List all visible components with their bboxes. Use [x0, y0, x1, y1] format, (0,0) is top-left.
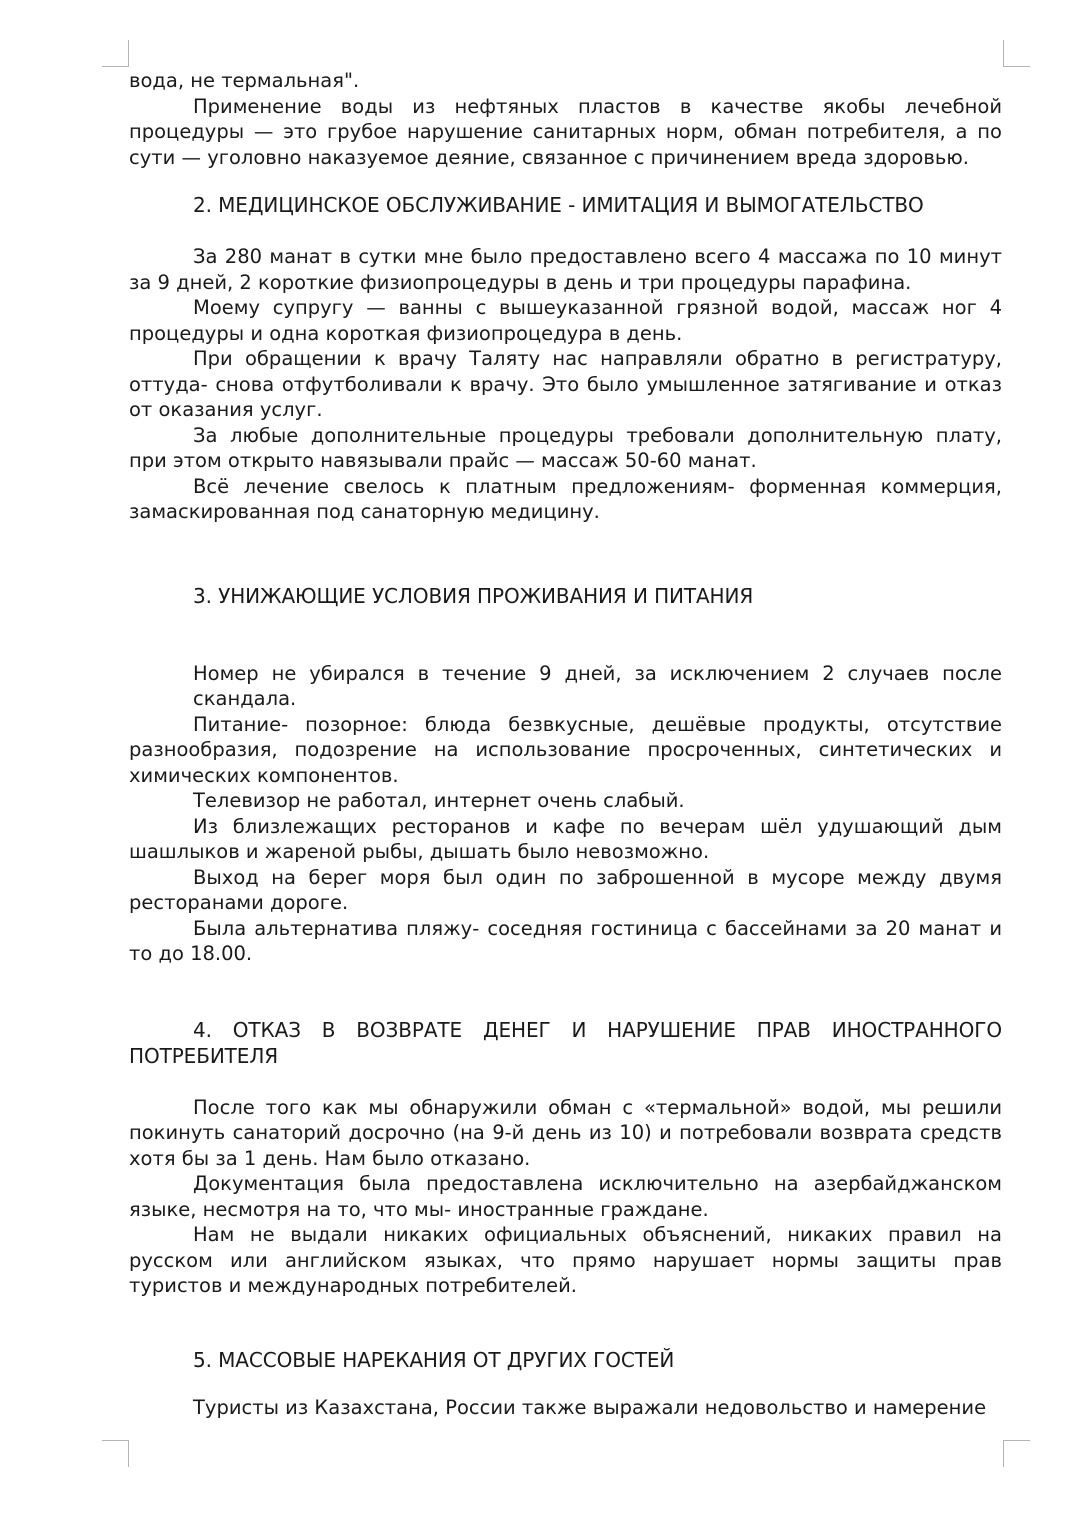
intro-paragraph-2: Применение воды из нефтяных пластов в качестве якобы лечебной процедуры — это грубое нарушение санитарных норм, обман потребителя, а по сути — уголовно наказуемое деяние, связанное с причинением вреда здоровью.: [129, 94, 1002, 169]
section-3-paragraph-3: Телевизор не работал, интернет очень слабый.: [193, 789, 685, 812]
section-2-paragraph-3: При обращении к врачу Таляту нас направляли обратно в регистратуру, оттуда- снова отфутболивали к врачу. Это было умышленное затягивание и отказ от оказания услуг.: [129, 347, 1002, 421]
section-3-heading: 3. УНИЖАЮЩИЕ УСЛОВИЯ ПРОЖИВАНИЯ И ПИТАНИЯ: [193, 583, 754, 608]
intro-paragraph-1: вода, не термальная".: [129, 69, 360, 92]
section-4-paragraph-1: После того как мы обнаружили обман с «термальной» водой, мы решили покинуть санаторий досрочно (на 9-й день из 10) и потребовали возврата средств хотя бы за 1 день. Нам было отказано.: [129, 1095, 1002, 1170]
document-body: [129, 68, 1002, 1420]
section-4-heading: 4. ОТКАЗ В ВОЗВРАТЕ ДЕНЕГ И НАРУШЕНИЕ ПРАВ ИНОСТРАННОГО ПОТРЕБИТЕЛЯ: [129, 1017, 1002, 1068]
section-2-heading: 2. МЕДИЦИНСКОЕ ОБСЛУЖИВАНИЕ - ИМИТАЦИЯ И ВЫМОГАТЕЛЬСТВО: [193, 193, 924, 217]
section-3-paragraph-5: Выход на берег моря был один по заброшенной в мусоре между двумя ресторанами дороге.: [129, 865, 1002, 914]
section-2-paragraph-2: Моему супругу — ванны с вышеуказанной грязной водой, массаж ног 4 процедуры и одна короткая физиопроцедура в день.: [129, 296, 1002, 345]
corner-mark-bottom-left: [102, 1440, 129, 1467]
section-2-paragraph-1: За 280 манат в сутки мне было предоставлено всего 4 массажа по 10 минут за 9 дней, 2 короткие физиопроцедуры в день и три процедуры парафина.: [129, 245, 1002, 294]
section-3-paragraph-1: Номер не убирался в течение 9 дней, за исключением 2 случаев после скандала.: [193, 661, 1002, 710]
section-4-paragraph-3: Нам не выдали никаких официальных объяснений, никаких правил на русском или английском языках, что прямо нарушает нормы защиты прав туристов и международных потребителей.: [129, 1223, 1002, 1297]
section-5-heading: 5. МАССОВЫЕ НАРЕКАНИЯ ОТ ДРУГИХ ГОСТЕЙ: [193, 1347, 675, 1372]
section-3-paragraph-2: Питание- позорное: блюда безвкусные, дешёвые продукты, отсутствие разнообразия, подозрение на использование просроченных, синтетических и химических компонентов.: [129, 712, 1002, 787]
section-5-paragraph-1: Туристы из Казахстана, России также выражали недовольство и намерение: [193, 1395, 987, 1419]
section-4-paragraph-2: Документация была предоставлена исключительно на азербайджанском языке, несмотря на то, что мы- иностранные граждане.: [129, 1172, 1002, 1221]
section-2-paragraph-5: Всё лечение свелось к платным предложениям- форменная коммерция, замаскированная под санаторную медицину.: [129, 474, 1002, 523]
section-3-paragraph-6: Была альтернатива пляжу- соседняя гостиница с бассейнами за 20 манат и то до 18.00.: [129, 916, 1002, 965]
corner-mark-top-left: [102, 40, 129, 67]
section-2-paragraph-4: За любые дополнительные процедуры требовали дополнительную плату, при этом открыто навязывали прайс — массаж 50-60 манат.: [129, 423, 1002, 472]
corner-mark-bottom-right: [1003, 1440, 1030, 1467]
corner-mark-top-right: [1003, 40, 1030, 67]
section-3-paragraph-4: Из близлежащих ресторанов и кафе по вечерам шёл удушающий дым шашлыков и жареной рыбы, дышать было невозможно.: [129, 814, 1002, 863]
